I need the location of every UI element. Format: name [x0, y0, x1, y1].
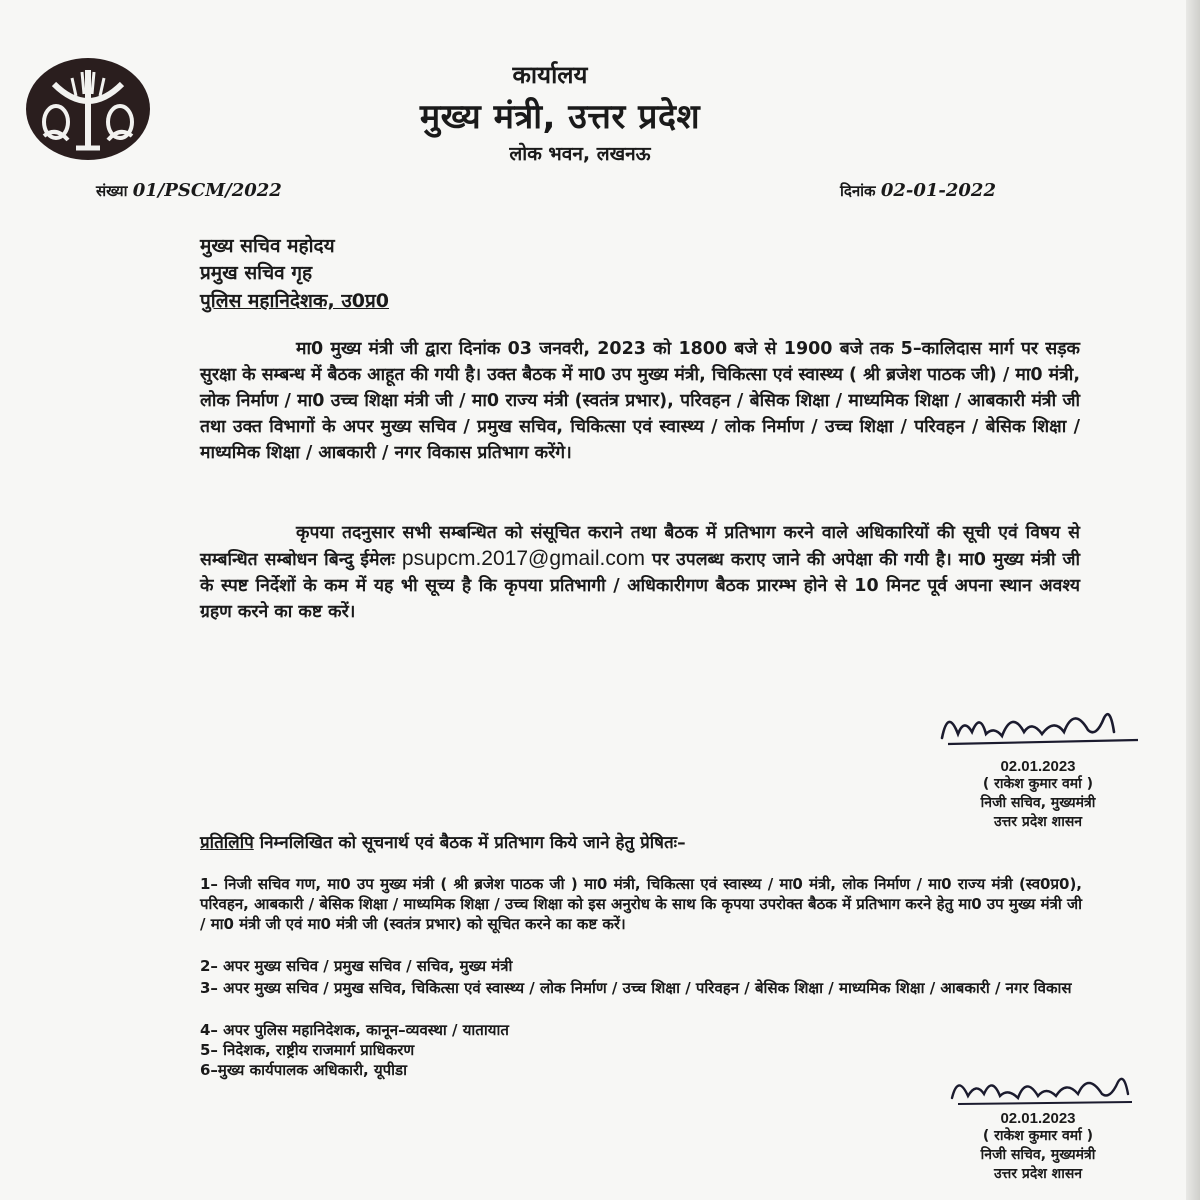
- signature-2-date: 02.01.2023: [1000, 1110, 1076, 1127]
- copy-intro: निम्नलिखित को सूचनार्थ एवं बैठक में प्रतिभाग किये जाने हेतु प्रेषितः–: [259, 833, 686, 853]
- contact-email: psupcm.2017@gmail.com: [401, 547, 646, 570]
- body-paragraph-2-start: कृपया तदनुसार सभी सम्बन्धित को संसूचित कराने तथा बैठक में प्रतिभाग करने वाले अधिकारियों की सूची एवं विषय से सम्बन्धित सम्बोधन बिन्दु ईमेलः: [200, 523, 1080, 570]
- copy-item-text: 6–मुख्य कार्यपालक अधिकारी, यूपीडा: [200, 1061, 407, 1079]
- copy-item-text: 1– निजी सचिव गण, मा0 उप मुख्य मंत्री ( श्री ब्रजेश पाठक जी ) मा0 मंत्री, चिकित्सा एवं स्वास्थ्य / मा0 मंत्री, लोक निर्माण / मा0 राज्य मंत्री (स्व0प्र0), परिवहन, आबकारी / बेसिक शिक्षा / माध्यमिक शिक्षा / उच्च शिक्षा को इस अनुरोध के साथ कि कृपया उपरोक्त बैठक में प्रतिभाग करने हेतु मा0 उप मुख्य मंत्री जी / मा0 मंत्री जी एवं मा0 मंत्री जी (स्वतंत्र प्रभार) को सूचित करने का कष्ट करें।: [200, 875, 1082, 933]
- copy-item-text: 4– अपर पुलिस महानिदेशक, कानून–व्यवस्था / यातायात: [200, 1021, 509, 1039]
- copy-item-text: 3– अपर मुख्य सचिव / प्रमुख सचिव, चिकित्सा एवं स्वास्थ्य / लोक निर्माण / उच्च शिक्षा / परिवहन / बेसिक शिक्षा / माध्यमिक शिक्षा / आबकारी / नगर विकास: [200, 979, 1072, 997]
- letter-number: [96, 180, 282, 201]
- addressee-chief-secretary: मुख्य सचिव महोदय: [200, 235, 335, 257]
- addressee-principal-secretary: प्रमुख सचिव गृह: [200, 262, 313, 284]
- copy-item-text: 5– निदेशक, राष्ट्रीय राजमार्ग प्राधिकरण: [200, 1041, 415, 1059]
- signature-1-org: उत्तर प्रदेश शासन: [993, 814, 1083, 830]
- copy-item-1: [200, 874, 1082, 934]
- copy-heading: [200, 830, 686, 853]
- signature-block-2: [918, 1066, 1158, 1184]
- letter-date: [840, 180, 996, 201]
- body-paragraph-1: मा0 मुख्य मंत्री जी द्वारा दिनांक 03 जनवरी, 2023 को 1800 बजे से 1900 बजे तक 5–कालिदास मार्ग पर सड़क सुरक्षा के सम्बन्ध में बैठक आहूत की गयी है। उक्त बैठक में मा0 उप मुख्य मंत्री, चिकित्सा एवं स्वास्थ्य ( श्री ब्रजेश पाठक जी) / मा0 मंत्री, लोक निर्माण / मा0 उच्च शिक्षा मंत्री जी / मा0 राज्य मंत्री (स्वतंत्र प्रभार), परिवहन / बेसिक शिक्षा / माध्यमिक शिक्षा / आबकारी मंत्री जी तथा उक्त विभागों के अपर मुख्य सचिव / प्रमुख सचिव, चिकित्सा एवं स्वास्थ्य / लोक निर्माण / उच्च शिक्षा / परिवहन / बेसिक शिक्षा / माध्यमिक शिक्षा / आबकारी / नगर विकास प्रतिभाग करेंगे।: [200, 339, 1080, 463]
- letter-number-value: 01/PSCM/2022: [132, 180, 282, 201]
- signature-1-designation: निजी सचिव, मुख्यमंत्री: [980, 795, 1096, 811]
- body-paragraph-2: [200, 520, 1080, 625]
- letter-date-label: दिनांक: [840, 182, 876, 200]
- copy-item-4: [200, 1020, 1082, 1040]
- body-paragraph-2-end: पर उपलब्ध कराए जाने की अपेक्षा की गयी है। मा0 मुख्य मंत्री जी के स्पष्ट निर्देशों के कम में यह भी सूच्य है कि कृपया प्रतिभागी / अधिकारीगण बैठक प्रारम्भ होने से 10 मिनट पूर्व अपना स्थान अवश्य ग्रहण करने का कष्ट करें।: [200, 550, 1081, 622]
- letter-number-label: संख्या: [96, 182, 128, 200]
- signature-2-designation: निजी सचिव, मुख्यमंत्री: [980, 1147, 1096, 1163]
- office-label: कार्यालय: [512, 61, 588, 89]
- copy-item-3: [200, 978, 1082, 998]
- signature-2-org: उत्तर प्रदेश शासन: [993, 1166, 1083, 1182]
- copy-item-text: 2– अपर मुख्य सचिव / प्रमुख सचिव / सचिव, मुख्य मंत्री: [200, 957, 513, 975]
- handwritten-signature-2: [928, 1066, 1148, 1110]
- copy-item-2: [200, 956, 1082, 976]
- addressee-dgp: पुलिस महानिदेशक, उ0प्र0: [200, 290, 389, 312]
- signature-2-name: ( राकेश कुमार वर्मा ): [982, 1128, 1094, 1144]
- office-address: लोक भवन, लखनऊ: [509, 143, 651, 165]
- signature-block-1: [918, 698, 1158, 832]
- signature-1-name: ( राकेश कुमार वर्मा ): [982, 776, 1094, 792]
- office-title: मुख्य मंत्री, उत्तर प्रदेश: [419, 97, 701, 137]
- handwritten-signature-1: [928, 698, 1148, 758]
- copy-item-5: [200, 1040, 1082, 1060]
- letter-date-value: 02-01-2022: [880, 180, 996, 201]
- scan-edge: [1186, 0, 1200, 1200]
- signature-1-date: 02.01.2023: [1000, 758, 1076, 775]
- copy-label: प्रतिलिपि: [200, 833, 254, 853]
